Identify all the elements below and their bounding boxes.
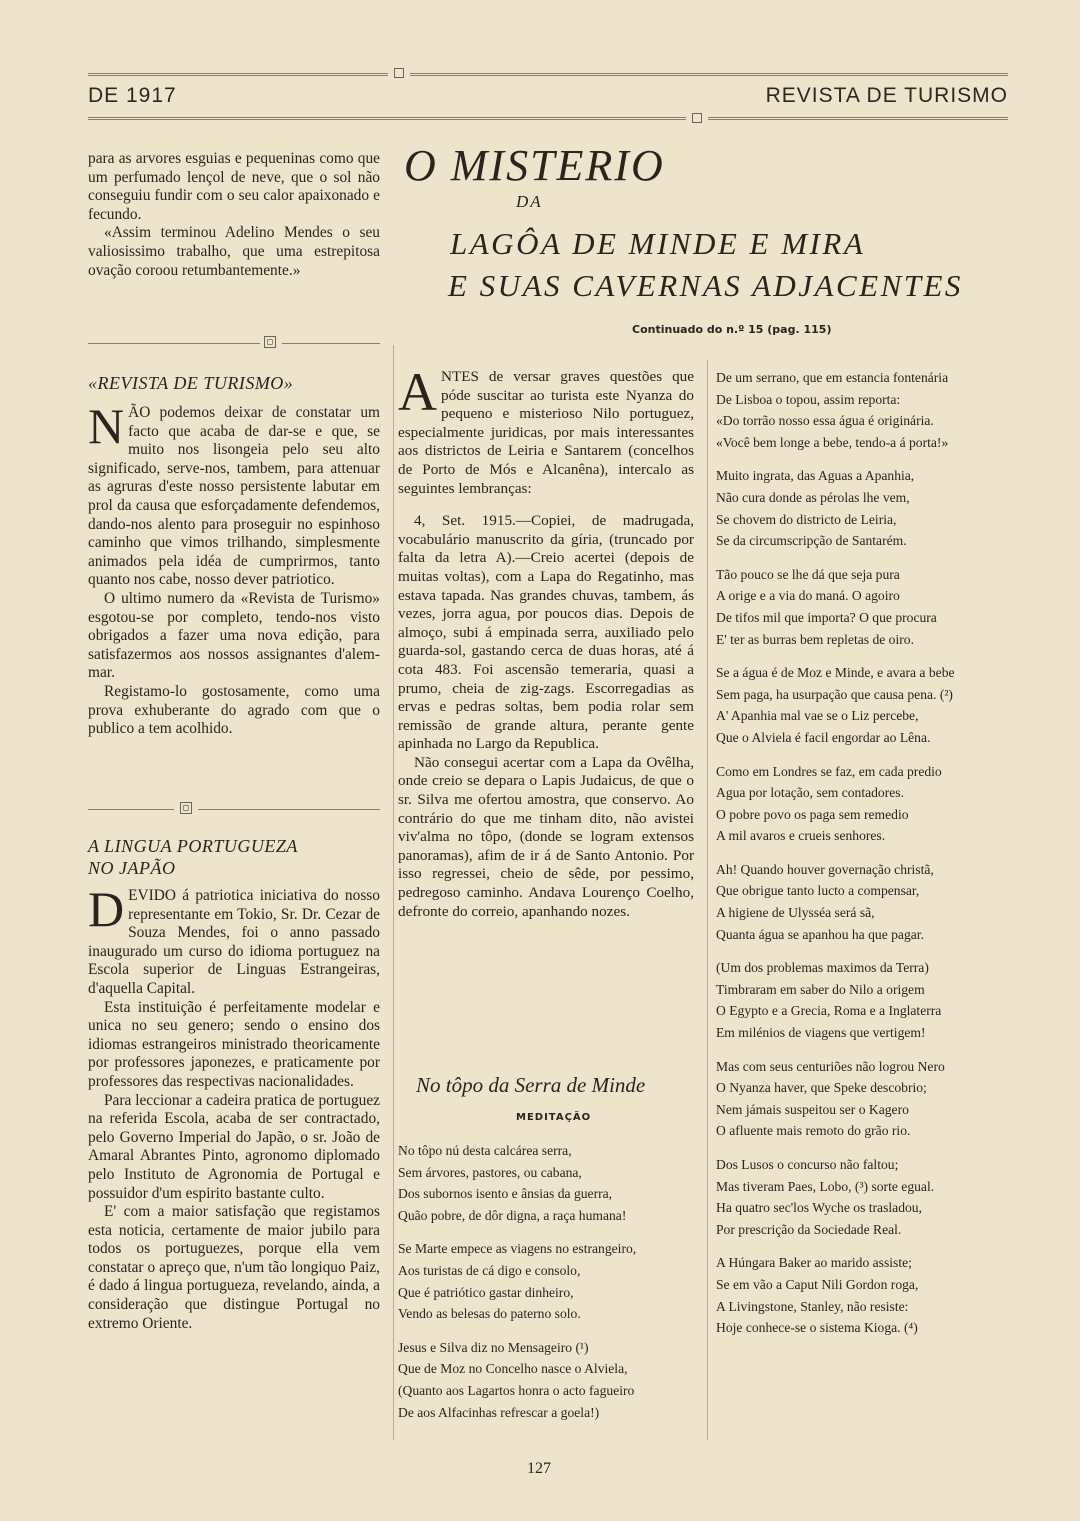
poem-line: O pobre povo os paga sem remedio bbox=[716, 806, 909, 822]
poem-line: Que de Moz no Concelho nasce o Alviela, bbox=[398, 1361, 628, 1377]
article-title: O MISTERIO bbox=[404, 141, 665, 190]
poem-line: A mil avaros e crueis senhores. bbox=[716, 828, 886, 844]
article-title-connector: DA bbox=[516, 192, 543, 211]
poem-right bbox=[716, 367, 1016, 1351]
poem-line: Sem paga, ha usurpação que causa pena. (²) bbox=[716, 686, 953, 702]
poem-line: Hoje conhece-se o sistema Kioga. (⁴) bbox=[716, 1320, 918, 1336]
poem-subtitle: MEDITAÇÃO bbox=[516, 1112, 592, 1123]
poem-line: Dos Lusos o concurso não faltou; bbox=[716, 1157, 899, 1172]
poem-line: Quanta água se apanhou ha que pagar. bbox=[716, 926, 924, 942]
ornament-box-icon: ◻ bbox=[264, 336, 276, 348]
column-divider bbox=[393, 345, 394, 1440]
header-rule-right bbox=[410, 73, 1008, 76]
poem-line: Que é patriótico gastar dinheiro, bbox=[398, 1284, 574, 1300]
paragraph: Registamo-lo gostosamente, como uma prova exhuberante do agrado com que o publico a tem acolhido. bbox=[88, 682, 380, 738]
poem-line: Jesus e Silva diz no Mensageiro (¹) bbox=[398, 1339, 589, 1355]
poem-line: Se em vão a Caput Nili Gordon roga, bbox=[716, 1276, 919, 1292]
section-title: A LINGUA PORTUGUEZA bbox=[88, 836, 298, 856]
poem-line: Dos subornos isento e ânsias da guerra, bbox=[398, 1186, 613, 1202]
ornament-box-icon bbox=[692, 113, 702, 123]
section-divider bbox=[88, 802, 380, 816]
poem-line: «Você bem longe a bebe, tendo-a á porta!» bbox=[716, 434, 949, 450]
header-rule-bottom-right bbox=[708, 117, 1008, 120]
poem-stanza bbox=[716, 1056, 1016, 1142]
header-rule-left bbox=[88, 73, 388, 76]
header-rule-bottom-left bbox=[88, 117, 686, 120]
article-title: LAGÔA DE MINDE E MIRA bbox=[450, 226, 866, 261]
poem-stanza bbox=[716, 367, 1016, 453]
poem-line: De aos Alfacinhas refrescar a goela!) bbox=[398, 1404, 600, 1420]
left-column-intro bbox=[88, 150, 380, 280]
poem-stanza bbox=[716, 859, 1016, 945]
poem-line: O afluente mais remoto do grão rio. bbox=[716, 1123, 911, 1139]
poem-line: Muito ingrata, das Aguas a Apanhia, bbox=[716, 468, 915, 484]
column-divider bbox=[707, 360, 708, 1440]
paragraph: O ultimo numero da «Revista de Turismo» esgotou-se por completo, tendo-nos visto obrigados a fazer uma nova edição, para satisfazermos aos nossos assignantes d'alem-mar. bbox=[88, 589, 380, 682]
section-divider bbox=[88, 336, 380, 350]
poem-line: Agua por lotação, sem contadores. bbox=[716, 785, 904, 801]
article-body bbox=[398, 362, 694, 921]
section-revista bbox=[88, 372, 380, 739]
article-title: E SUAS CAVERNAS ADJACENTES bbox=[448, 268, 963, 303]
poem-line: No tôpo nú desta calcárea serra, bbox=[398, 1143, 572, 1158]
poem-line: De Lisboa o topou, assim reporta: bbox=[716, 391, 901, 407]
poem-stanza bbox=[716, 662, 1016, 748]
poem-line: Não cura donde as pérolas lhe vem, bbox=[716, 489, 910, 505]
poem-line: Por prescrição da Sociedade Real. bbox=[716, 1221, 902, 1237]
poem-stanza bbox=[716, 465, 1016, 551]
poem-line: O Egypto e a Grecia, Roma e a Inglaterra bbox=[716, 1003, 942, 1019]
page-number: 127 bbox=[527, 1460, 551, 1477]
poem-line: Se chovem do districto de Leiria, bbox=[716, 511, 897, 527]
poem-line: Ah! Quando houver governação christã, bbox=[716, 861, 934, 877]
poem-line: Que obrigue tanto lucto a compensar, bbox=[716, 883, 920, 899]
poem-stanza bbox=[716, 564, 1016, 650]
poem-line: Ha quatro sec'los Wyche os trasladou, bbox=[716, 1200, 922, 1216]
poem-stanza bbox=[398, 1140, 698, 1226]
poem-line: Vendo as belesas do paterno solo. bbox=[398, 1306, 581, 1322]
poem-title: No tôpo da Serra de Minde bbox=[416, 1073, 646, 1097]
poem-line: De tifos mil que importa? O que procura bbox=[716, 609, 937, 625]
poem-line: Se a água é de Moz e Minde, e avara a bebe bbox=[716, 665, 955, 681]
section-title: «REVISTA DE TURISMO» bbox=[88, 373, 294, 393]
drop-cap: N bbox=[88, 398, 125, 454]
section-lingua bbox=[88, 835, 380, 1333]
ornament-box-icon bbox=[394, 68, 404, 78]
poem-line: Quão pobre, de dôr digna, a raça humana! bbox=[398, 1207, 627, 1223]
section-title: NO JAPÃO bbox=[88, 858, 176, 878]
paragraph: EVIDO á patriotica iniciativa do nosso representante em Tokio, Sr. Dr. Cezar de Souza Mendes, foi o anno passado inaugurado um curso do idioma portuguez na Escola superior de Linguas Estrangeiras, d'aquella Capital. bbox=[88, 887, 380, 997]
poem-line: Que o Alviela é facil engordar ao Lêna. bbox=[716, 729, 931, 745]
poem-line: A' Apanhia mal vae se o Liz percebe, bbox=[716, 708, 919, 724]
poem-line: A Livingstone, Stanley, não resiste: bbox=[716, 1298, 909, 1314]
header-date: DE 1917 bbox=[88, 84, 177, 107]
poem-line: O Nyanza haver, que Speke descobrio; bbox=[716, 1080, 927, 1096]
paragraph: E' com a maior satisfação que registamos esta noticia, certamente de maior jubilo para todos os portuguezes, porque ella vem constatar o apreço que, n'um tão longiquo Paiz, é dado á lingua portugueza, revelando, ainda, a consideração que distingue Portugal no extremo Oriente. bbox=[88, 1203, 380, 1332]
poem-line: Se Marte empece as viagens no estrangeiro, bbox=[398, 1241, 637, 1257]
poem-middle bbox=[398, 1140, 698, 1435]
continued-note: Continuado do n.º 15 (pag. 115) bbox=[632, 323, 832, 336]
poem-line: (Quanto aos Lagartos honra o acto fagueiro bbox=[398, 1382, 635, 1398]
poem-line: Aos turistas de cá digo e consolo, bbox=[398, 1262, 581, 1278]
poem-line: Como em Londres se faz, em cada predio bbox=[716, 763, 942, 779]
poem-line: «Do torrão nosso essa água é originária. bbox=[716, 413, 934, 429]
ornament-box-icon: ◻ bbox=[180, 802, 192, 814]
paragraph: ÃO podemos deixar de constatar um facto que acaba de dar-se e que, se muito nos lisongeia pelo seu alto significado, serve-nos, tambem, para attenuar as agruras d'este nosso persistente labutar em prol da causa que esforçadamente defendemos, dando-nos alento para proseguir no espinhoso caminho que vimos trilhando, simplesmente animados pela idéa de cumprirmos, tanto quanto nos cabe, nosso dever patriotico. bbox=[88, 404, 380, 589]
poem-line: Nem jámais suspeitou ser o Kagero bbox=[716, 1101, 909, 1117]
drop-cap: D bbox=[88, 881, 125, 937]
poem-stanza bbox=[716, 1154, 1016, 1240]
drop-cap: A bbox=[398, 362, 437, 422]
poem-stanza bbox=[398, 1238, 698, 1324]
poem-line: A Húngara Baker ao marido assiste; bbox=[716, 1255, 912, 1271]
poem-line: A higiene de Ulysséa será sã, bbox=[716, 905, 875, 921]
poem-stanza bbox=[716, 1252, 1016, 1338]
paragraph: 4, Set. 1915.—Copiei, de madrugada, vocabulário manuscrito da gíria, (truncado por falta da letra A).—Creio acertei (depois de muitas voltas), com a Lapa do Regatinho, mas estava tapada. Nas grandes chuvas, tambem, ás vezes, jorra agua, por poucos dias. Depois de almoço, subi á empinada serra, auxiliado pelo guarda-sol, gastando cerca de duas horas, até á cota 483. Foi ascensão temeraria, quasi a prumo, cheia de zig-zags. Escorregadias as ervas e pedras soltas, bem podia rolar sem remissão de grande altura, perante gente apinhada no Largo da Republica. bbox=[398, 512, 694, 753]
poem-line: E' ter as burras bem repletas de oiro. bbox=[716, 631, 914, 647]
paragraph: Não consegui acertar com a Lapa da Ovêlha, onde creio se depara o Lapis Judaicus, de que o sr. Silva me ofertou amostra, que conservo. Ao contrário do que me tinham dito, não avistei viv'alma no tôpo, (donde se logram extensos panoramas), afim de ir á de Santo Antonio. Por isso regressei, cheio de sêde, por pessimo, pedregoso caminho. Andava Lourenço Coelho, defronte do correio, apanhando nozes. bbox=[398, 753, 694, 920]
poem-line: Timbraram em saber do Nilo a origem bbox=[716, 981, 925, 997]
poem-line: Mas com seus centuriões não logrou Nero bbox=[716, 1058, 945, 1074]
poem-stanza bbox=[716, 957, 1016, 1043]
paragraph: Para leccionar a cadeira pratica de portuguez na referida Escola, acaba de ser contractado, pelo Governo Imperial do Japão, o sr. João de Amaral Abrantes Pinto, agronomo diplomado pelo Instituto de Agronomia de Portugal e possuidor d'um espirito bastante culto. bbox=[88, 1091, 381, 1202]
paragraph: «Assim terminou Adelino Mendes o seu valiosissimo trabalho, que uma estrepitosa ovação coroou retumbantemente.» bbox=[88, 224, 380, 279]
poem-stanza bbox=[716, 761, 1016, 847]
poem-stanza bbox=[398, 1337, 698, 1423]
paragraph: para as arvores esguias e pequeninas como que um perfumado lençol de neve, que o sol não conseguiu fundir com o seu calor apaixonado e fecundo. bbox=[88, 150, 380, 223]
paragraph: Esta instituição é perfeitamente modelar e unica no seu genero; sendo o ensino dos idiomas estrangeiros ministrado theoricamente por professores japonezes, e praticamente por professores das respectivas nacionalidades. bbox=[88, 998, 380, 1090]
poem-line: A orige e a via do maná. O agoiro bbox=[716, 588, 900, 604]
poem-line: Em milénios de viagens que vertigem! bbox=[716, 1025, 926, 1041]
poem-line: Se da circumscripção de Santarém. bbox=[716, 533, 907, 549]
header-title: REVISTA DE TURISMO bbox=[765, 84, 1008, 107]
poem-line: Tão pouco se lhe dá que seja pura bbox=[716, 566, 900, 582]
poem-line: De um serrano, que em estancia fontenária bbox=[716, 370, 949, 385]
poem-line: Sem árvores, pastores, ou cabana, bbox=[398, 1164, 582, 1180]
poem-line: Mas tiveram Paes, Lobo, (³) sorte egual. bbox=[716, 1178, 935, 1194]
paragraph: NTES de versar graves questões que póde suscitar ao turista este Nyanza do pequeno e misterioso Nilo portuguez, especialmente juridicas, por mais interessantes aos districtos de Leiria e Santarem (concelhos de Porto de Mós e Alcanêna), intercalo as seguintes lembranças: bbox=[398, 368, 694, 497]
poem-line: (Um dos problemas maximos da Terra) bbox=[716, 960, 929, 976]
